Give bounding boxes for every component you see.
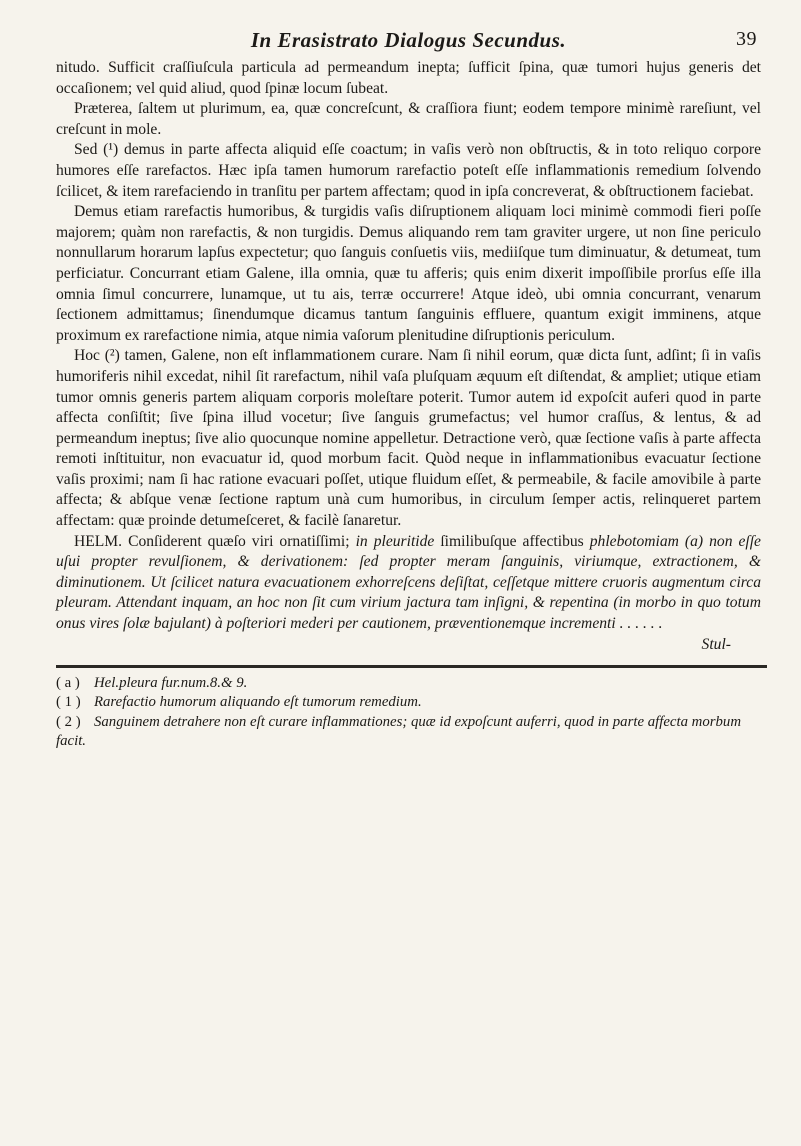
paragraph	[56, 346, 761, 531]
footnote-rule	[56, 665, 767, 668]
footnote-text: Rarefactio humorum aliquando eſt tumorum remedium.	[94, 694, 422, 711]
footnote	[56, 674, 761, 694]
running-title: In Erasistrato Dialogus Secundus.	[250, 28, 567, 52]
footnote	[56, 713, 761, 752]
footnote-mark: ( 1 )	[56, 694, 81, 711]
paragraph	[56, 58, 761, 99]
text-run: Demus etiam rarefactis humoribus, & turgidis vaſis diſruptionem aliquam loci minimè commodi fieri poſſe majorem; quàm non rarefactis, & non turgidis. Demus aliquando rem tam graviter urgere, ut non ſine periculo nonnullarum horarum lapſus expectetur; quo ſanguis conſuetis viis, mediiſque tum diminuatur, & detumeat, tum perficiatur. Concurrant etiam Galene, illa omnia, quæ tu afferis; quis enim dixerit impoſſibile prorſus eſſe illa omnia ſimul concurrere, lunamque, ut tu ais, terræ occurrere! Atque ideò, ubi omnia concurrant, venarum ſectionem admittamus; ſinendumque dicamus tantum ſanguinis effluere, quantum exigit imminens, atque proximum ex rarefactione nimia, atque nimia vaſorum plenitudine diſruptionis periculum.	[56, 203, 761, 344]
footnote-mark: ( a )	[56, 674, 80, 691]
running-header	[56, 28, 761, 58]
text-run: phlebotomiam (a) non eſſe uſui propter revulſionem, & derivationem: ſed propter meram ſanguinis, viriumque, extractionem, & diminutionem. Ut ſcilicet natura evacuationem exhorreſcens deſiſtat, ceſſetque mittere cruoris augmentum circa pleuram. Attendant inquam, an hoc non ſit cum virium jactura tam inſigni, & repentina (in morbo in quo totum onus vires ſolæ bajulant) à poſteriori mederi per cautionem, præventionemque incrementi . . . . . .	[56, 532, 761, 633]
paragraph	[56, 532, 761, 635]
text-run: nitudo. Sufficit craſſiuſcula particula ad permeandum inepta; ſufficit ſpina, quæ tumori hujus generis det occaſionem; vel quid aliud, quod ſpinæ locum ſubeat.	[56, 59, 761, 97]
footnote	[56, 693, 761, 713]
footnote-text: Sanguinem detrahere non eſt curare inflammationes; quæ id expoſcunt auferri, quod in parte affecta morbum facit.	[56, 713, 742, 750]
text-run: Hoc (²) tamen, Galene, non eſt inflammationem curare. Nam ſi nihil eorum, quæ dicta ſunt, adſint; ſi in vaſis humoriferis nihil excedat, nihil ſit rarefactum, nihil vaſa pluſquam æquum eſt diſtendat, & ampliet; utique etiam tumor omnis generis partem aliquam corporis moleſtare poterit. Tumor autem id expoſcit auferi quod in parte affecta conſiſtit; ſive ſpina illud vocetur; ſive ſanguis grumefactus; vel humor craſſus, & lentus, & ad permeandum ineptus; ſive alio quocunque nomine appelletur. Detractione verò, quæ ſectione vaſis à parte affecta remoti inſtituitur, non evacuatur id, quod morbum facit. Quòd neque in inflammationibus evacuatur ſectione vaſis proximi; nam ſi hac ratione evacuari poſſet, utique fluidum eſſet, & permeabile, & facile amovibile à parte affecta; & abſque venæ ſectione raptum unà cum humoribus, in circulum ſemper actis, relinqueret partem affectam: quæ proinde detumeſceret, & facilè ſanaretur.	[56, 347, 761, 530]
main-text	[56, 58, 761, 635]
page-number: 39	[736, 28, 757, 50]
text-run: in pleuritide	[355, 532, 435, 550]
text-run: ſimilibuſque affectibus	[434, 532, 590, 550]
text-run: HELM. Conſiderent quæſo viri ornatiſſimi;	[74, 532, 356, 550]
text-run: Sed (¹) demus in parte affecta aliquid eſſe coactum; in vaſis verò non obſtructis, & in toto reliquo corpore humores eſſe rarefactos. Hæc ipſa tamen humorum rarefactio poteſt eſſe inflammationis remedium ſolvendo ſcilicet, & item rarefaciendo in tranſitu per partem affectam; quod in ipſa concreverat, & obſtructionem faciebat.	[56, 141, 761, 200]
footnotes	[56, 674, 761, 752]
paragraph	[56, 202, 761, 346]
text-run: Præterea, ſaltem ut plurimum, ea, quæ concreſcunt, & craſſiora fiunt; eodem tempore minimè rareſiunt, vel creſcunt in mole.	[56, 100, 761, 138]
catchword: Stul-	[701, 635, 731, 653]
footnote-mark: ( 2 )	[56, 713, 81, 730]
paragraph	[56, 99, 761, 140]
paragraph	[56, 140, 761, 202]
footnote-text: Hel.pleura fur.num.8.& 9.	[94, 674, 248, 691]
